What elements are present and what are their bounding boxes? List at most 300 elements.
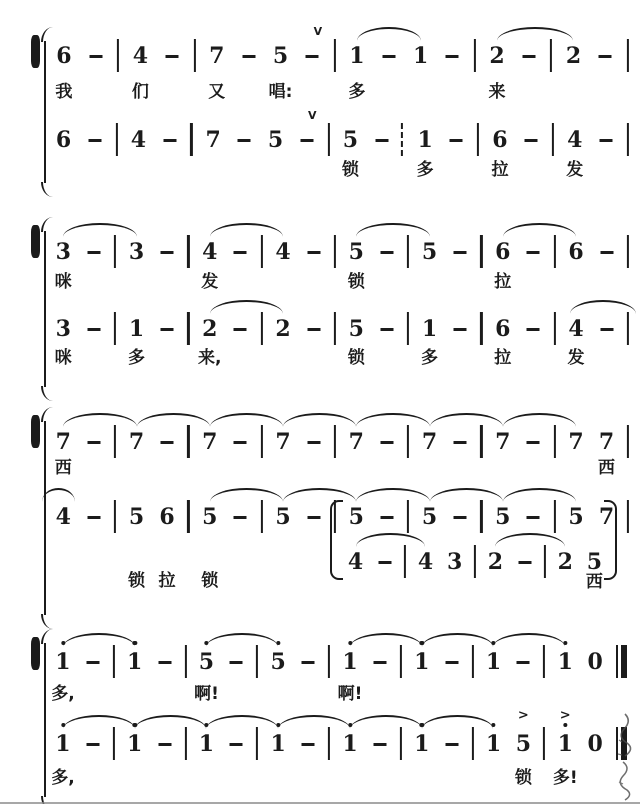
token (557, 708, 573, 758)
token (477, 126, 479, 154)
barline (480, 500, 482, 533)
token (302, 648, 315, 676)
note: 2 (487, 549, 504, 575)
note: 4 (417, 549, 434, 575)
token (480, 503, 482, 531)
slur-arc (135, 715, 207, 729)
note: 7 (495, 429, 511, 455)
duration-dash (234, 441, 247, 444)
slur-arc (283, 488, 356, 502)
system-3-lines (48, 416, 636, 620)
token (407, 428, 409, 456)
note: 1 (198, 731, 215, 757)
note: 6 (55, 127, 72, 153)
token (184, 730, 186, 758)
slur-arc (356, 488, 429, 502)
duration-dash (234, 328, 247, 331)
token (127, 648, 142, 676)
barline (407, 312, 409, 345)
token (202, 238, 217, 266)
token (86, 730, 99, 758)
token (418, 126, 433, 154)
token (566, 42, 581, 70)
barline (471, 645, 473, 678)
accent-mark-icon: > (517, 708, 529, 723)
brace-thin-line (44, 41, 46, 183)
token (486, 730, 501, 758)
barline (543, 645, 545, 678)
barline (480, 312, 482, 345)
lyric: 锁 (514, 768, 532, 788)
token (158, 648, 171, 676)
duration-dash (158, 661, 171, 664)
note: 5 (495, 504, 511, 530)
system-1 (28, 25, 636, 188)
token (373, 648, 386, 676)
note: 4 (132, 43, 148, 69)
duration-dash (525, 139, 538, 142)
note: 1 (421, 316, 438, 342)
token (382, 42, 395, 70)
lyric: 拉 (158, 571, 176, 591)
duration-dash (230, 661, 243, 664)
note: 2 (489, 43, 505, 69)
slur-arc (137, 413, 210, 427)
note: 5 (348, 316, 364, 342)
token (271, 730, 286, 758)
token (334, 42, 336, 70)
barline (471, 727, 473, 760)
token (161, 238, 174, 266)
lyric: 锁 (128, 571, 145, 591)
note: 2 (275, 316, 291, 342)
token (373, 730, 386, 758)
barline (400, 645, 402, 678)
note: 1 (417, 127, 433, 153)
pencil-scribble (616, 710, 638, 802)
token (407, 315, 409, 343)
duration-dash (375, 139, 388, 142)
token (543, 730, 545, 758)
barline (554, 312, 556, 345)
note: 7 (275, 429, 291, 455)
token (627, 503, 629, 531)
token (256, 648, 258, 676)
token (187, 428, 189, 456)
token (375, 126, 388, 154)
token (587, 730, 602, 758)
duration-dash (527, 328, 540, 331)
token (202, 428, 217, 456)
token (307, 315, 320, 343)
token (401, 126, 405, 154)
duration-dash (302, 661, 315, 664)
token (587, 648, 602, 676)
token (422, 428, 437, 456)
token (161, 315, 174, 343)
token (558, 648, 573, 676)
voice-line-1-lower (48, 109, 634, 180)
lyric: 多 (421, 348, 438, 368)
duration-dash (234, 516, 247, 519)
note: 1 (414, 649, 430, 675)
note: 4 (202, 239, 218, 265)
slur-arc (206, 633, 278, 647)
duration-dash (454, 251, 467, 254)
breath-mark-icon: V (313, 25, 323, 38)
token (495, 315, 510, 343)
note: 4 (130, 127, 147, 153)
system-4 (28, 638, 636, 802)
slur-arc (210, 488, 283, 502)
barline (327, 123, 329, 156)
token (471, 648, 473, 676)
token (193, 42, 195, 70)
token (627, 126, 629, 154)
octave-dot-icon (563, 723, 567, 727)
token (271, 648, 286, 676)
barline (474, 545, 476, 578)
lyric: 拉 (494, 272, 512, 292)
token (627, 238, 629, 266)
token (127, 730, 142, 758)
token (600, 315, 613, 343)
duration-dash (300, 139, 313, 142)
note: 1 (557, 649, 573, 675)
token (380, 315, 393, 343)
note: 5 (267, 127, 284, 153)
duration-dash (161, 328, 174, 331)
duration-dash (378, 561, 391, 564)
barline (550, 39, 552, 72)
barline (187, 312, 189, 345)
token (342, 730, 357, 758)
token (515, 708, 532, 758)
duration-dash (382, 55, 395, 58)
barline (114, 312, 116, 345)
token (131, 126, 146, 154)
slur-arc (356, 223, 429, 237)
duration-dash (450, 139, 463, 142)
barline (114, 500, 116, 533)
token (334, 238, 336, 266)
duration-dash (238, 139, 251, 142)
barline (187, 235, 189, 268)
slur-arc (497, 27, 573, 41)
token (552, 126, 554, 154)
token (495, 503, 510, 531)
brace-thin-line (44, 421, 46, 615)
divisi-close-bracket-icon (604, 500, 617, 580)
token (234, 238, 247, 266)
voice-line-1-upper (48, 25, 634, 102)
token (495, 428, 510, 456)
token (413, 42, 428, 70)
token (56, 126, 71, 154)
duration-dash (454, 441, 467, 444)
lyric: 多 (348, 82, 366, 102)
barline (261, 425, 263, 458)
slur-arc (210, 413, 283, 427)
token (56, 503, 71, 531)
note: 3 (55, 239, 71, 265)
note: 0 (587, 649, 603, 675)
lyric: 锁 (201, 571, 219, 591)
token (349, 428, 364, 456)
token (129, 315, 144, 343)
token (349, 315, 364, 343)
token (88, 126, 101, 154)
note: 1 (485, 731, 502, 757)
token (480, 428, 482, 456)
barline (400, 727, 402, 760)
brace-bar (31, 637, 40, 670)
token (113, 730, 115, 758)
lyric: 锁 (347, 272, 365, 292)
token (471, 730, 473, 758)
token (445, 648, 458, 676)
barline (480, 425, 482, 458)
barline (117, 39, 119, 72)
token (117, 42, 119, 70)
token (414, 648, 429, 676)
slur-arc (356, 413, 429, 427)
duration-dash (373, 743, 386, 746)
token (163, 126, 176, 154)
token (275, 238, 290, 266)
barline (193, 39, 195, 72)
duration-dash (166, 55, 179, 58)
note: 7 (598, 429, 615, 455)
token (454, 315, 467, 343)
token (275, 315, 290, 343)
token (567, 126, 582, 154)
token (568, 238, 583, 266)
token (268, 126, 283, 154)
note: 0 (587, 731, 603, 757)
lyric: 又 (208, 82, 226, 102)
note: 4 (275, 239, 291, 265)
token (400, 648, 402, 676)
token (627, 42, 629, 70)
duration-dash (522, 55, 535, 58)
lyric: 多 (416, 160, 434, 180)
lyric: 拉 (491, 160, 509, 180)
note: 1 (412, 43, 429, 69)
note: 1 (342, 649, 358, 675)
token (404, 548, 406, 576)
token (600, 238, 613, 266)
duration-dash (234, 251, 247, 254)
barline (334, 425, 336, 458)
note: 7 (202, 429, 218, 455)
token (446, 42, 459, 70)
token (161, 428, 174, 456)
token (89, 42, 102, 70)
note: 5 (421, 504, 438, 530)
slur-arc (495, 533, 565, 547)
note: 3 (128, 239, 145, 265)
barline (554, 425, 556, 458)
barline (543, 727, 545, 760)
token (302, 730, 315, 758)
barline (554, 235, 556, 268)
note: 7 (348, 429, 364, 455)
token (115, 126, 117, 154)
slur-arc (210, 223, 283, 237)
slur-arc (503, 413, 576, 427)
barline (113, 727, 115, 760)
token (87, 428, 100, 456)
barline (407, 500, 409, 533)
duration-dash (307, 516, 320, 519)
lyric: 来, (198, 348, 222, 368)
duration-dash (163, 139, 176, 142)
slur-arc (422, 715, 494, 729)
slur-arc (63, 633, 135, 647)
token (328, 648, 330, 676)
token (568, 315, 583, 343)
slur-arc (357, 27, 421, 41)
duration-dash (87, 516, 100, 519)
note: 7 (421, 429, 438, 455)
note: 5 (270, 649, 286, 675)
token (206, 126, 221, 154)
token (422, 315, 437, 343)
token (328, 730, 330, 758)
token (380, 428, 393, 456)
duration-dash (87, 441, 100, 444)
barline (477, 123, 479, 156)
token (234, 428, 247, 456)
lyric: 锁 (347, 348, 365, 368)
brace-thin-line (44, 231, 46, 387)
lyric: 啊! (337, 684, 363, 704)
note: 1 (128, 316, 145, 342)
lyric: 我 (55, 82, 73, 102)
brace-bar (31, 225, 40, 258)
token (474, 42, 476, 70)
system-2 (28, 226, 636, 392)
system-brace-icon (28, 416, 48, 620)
token (554, 238, 556, 266)
barline (334, 235, 336, 268)
barline (554, 500, 556, 533)
slur-arc (63, 413, 136, 427)
token (447, 548, 462, 576)
note: 1 (485, 649, 502, 675)
token (527, 238, 540, 266)
token (422, 238, 437, 266)
lyric: 多! (552, 768, 578, 788)
slur-arc (430, 413, 503, 427)
duration-dash (380, 516, 393, 519)
token (380, 503, 393, 531)
lyric: 发 (201, 272, 219, 292)
note: 1 (414, 731, 430, 757)
token (56, 42, 71, 70)
voice-line-3-upper (48, 428, 634, 478)
slur-arc (570, 300, 636, 314)
barline (187, 500, 189, 533)
note: 7 (128, 429, 145, 455)
duration-dash (517, 661, 530, 664)
barline (407, 235, 409, 268)
token (558, 548, 573, 576)
token (378, 548, 391, 576)
token (230, 648, 243, 676)
note: 6 (495, 239, 511, 265)
lyric: 咪 (54, 272, 72, 292)
slur-arc (493, 633, 565, 647)
slur-arc (283, 413, 356, 427)
duration-dash (380, 441, 393, 444)
system-1-lines (48, 25, 636, 188)
lyric: 西 (598, 458, 616, 478)
token (554, 503, 556, 531)
token (480, 315, 482, 343)
barline (480, 235, 482, 268)
barline (627, 39, 629, 72)
token (56, 428, 71, 456)
duration-dash (380, 251, 393, 254)
barline (334, 312, 336, 345)
system-3 (28, 416, 636, 620)
token (307, 238, 320, 266)
system-brace-icon (28, 226, 48, 392)
token (627, 428, 629, 456)
barline (552, 123, 554, 156)
barline (115, 123, 117, 156)
token (202, 503, 217, 531)
token (209, 42, 224, 70)
token (568, 428, 583, 456)
lyric: 来 (488, 82, 506, 102)
note: 7 (205, 127, 221, 153)
duration-dash (230, 743, 243, 746)
slur-arc (350, 715, 422, 729)
token (187, 315, 189, 343)
token (114, 238, 116, 266)
note: 5 (128, 504, 145, 530)
duration-dash (600, 251, 613, 254)
note: 1 (270, 731, 286, 757)
token (261, 238, 263, 266)
brace-bar (31, 415, 40, 448)
token (489, 42, 504, 70)
token (550, 42, 552, 70)
token (238, 126, 251, 154)
token (87, 238, 100, 266)
barline (114, 235, 116, 268)
token (480, 238, 482, 266)
duration-dash (242, 55, 255, 58)
note: 6 (159, 504, 175, 530)
token (527, 428, 540, 456)
token (273, 42, 288, 70)
lyric: 多 (128, 348, 145, 368)
barline (256, 645, 258, 678)
duration-dash (161, 251, 174, 254)
duration-dash (306, 55, 319, 58)
note: 5 (272, 43, 289, 69)
token (342, 648, 357, 676)
token (86, 648, 99, 676)
slur-arc (422, 633, 494, 647)
system-brace-icon (28, 36, 48, 188)
duration-dash (86, 661, 99, 664)
token (518, 548, 531, 576)
